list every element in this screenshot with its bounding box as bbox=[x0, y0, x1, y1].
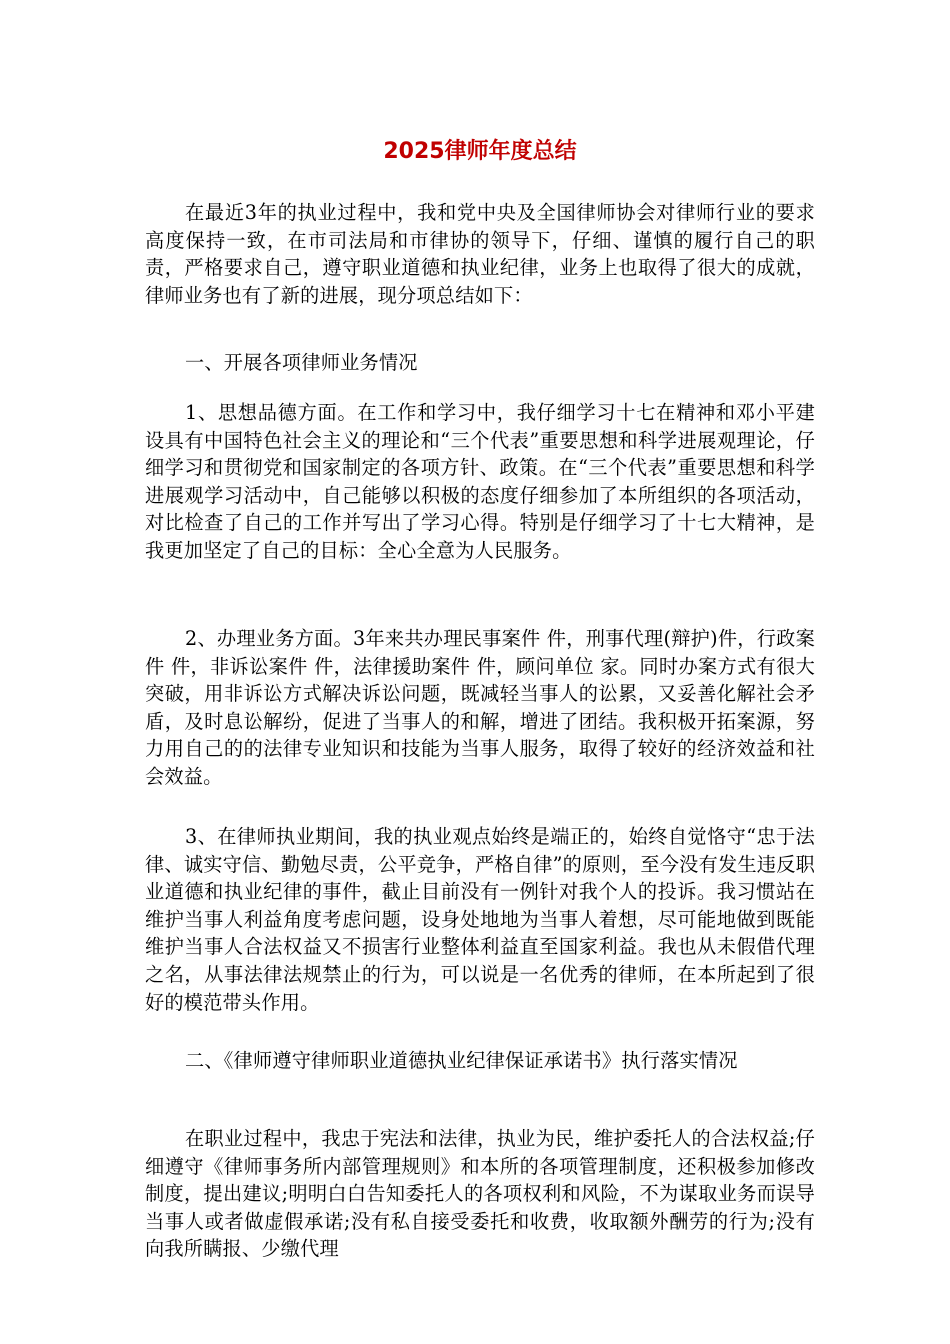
paragraph-intro: 在最近3年的执业过程中，我和党中央及全国律师协会对律师行业的要求高度保持一致，在市司法局和市律协的领导下，仔细、谨慎的履行自己的职责，严格要求自己，遵守职业道德和执业纪律，业务上也取得了很大的成就，律师业务也有了新的进展，现分项总结如下： bbox=[145, 201, 815, 307]
section-heading-2: 二、《律师遵守律师职业道德执业纪律保证承诺书》执行落实情况 bbox=[185, 1049, 738, 1072]
paragraph-item-3: 3、在律师执业期间，我的执业观点始终是端正的，始终自觉恪守“忠于法律、诚实守信、勤勉尽责，公平竞争，严格自律”的原则，至今没有发生违反职业道德和执业纪律的事件，截止目前没有一例针对我个人的投诉。我习惯站在维护当事人利益角度考虑问题，设身处地地为当事人着想，尽可能地做到既能维护当事人合法权益又不损害行业整体利益直至国家利益。我也从未假借代理之名，从事法律法规禁止的行为，可以说是一名优秀的律师，在本所起到了很好的模范带头作用。 bbox=[145, 825, 815, 1014]
section-heading-1: 一、开展各项律师业务情况 bbox=[185, 351, 418, 374]
document-title: 2025律师年度总结 bbox=[383, 139, 577, 164]
paragraph-commitment: 在职业过程中，我忠于宪法和法律，执业为民，维护委托人的合法权益;仔细遵守《律师事务所内部管理规则》和本所的各项管理制度，还积极参加修改制度，提出建议;明明白白告知委托人的各项权利和风险，不为谋取业务而误导当事人或者做虚假承诺;没有私自接受委托和收费，收取额外酬劳的行为;没有向我所瞒报、少缴代理 bbox=[145, 1127, 815, 1261]
paragraph-item-1: 1、思想品德方面。在工作和学习中，我仔细学习十七在精神和邓小平建设具有中国特色社会主义的理论和“三个代表”重要思想和科学进展观理论，仔细学习和贯彻党和国家制定的各项方针、政策。在“三个代表”重要思想和科学进展观学习活动中，自己能够以积极的态度仔细参加了本所组织的各项活动，对比检查了自己的工作并写出了学习心得。特别是仔细学习了十七大精神，是我更加坚定了自己的目标：全心全意为人民服务。 bbox=[145, 401, 815, 562]
paragraph-item-2: 2、办理业务方面。3年来共办理民事案件 件，刑事代理(辩护)件，行政案件 件，非诉讼案件 件，法律援助案件 件，顾问单位 家。同时办案方式有很大突破，用非诉讼方式解决诉讼问题，既减轻当事人的讼累，又妥善化解社会矛盾，及时息讼解纷，促进了当事人的和解，增进了团结。我积极开拓案源，努力用自己的的法律专业知识和技能为当事人服务，取得了较好的经济效益和社会效益。 bbox=[145, 627, 815, 788]
